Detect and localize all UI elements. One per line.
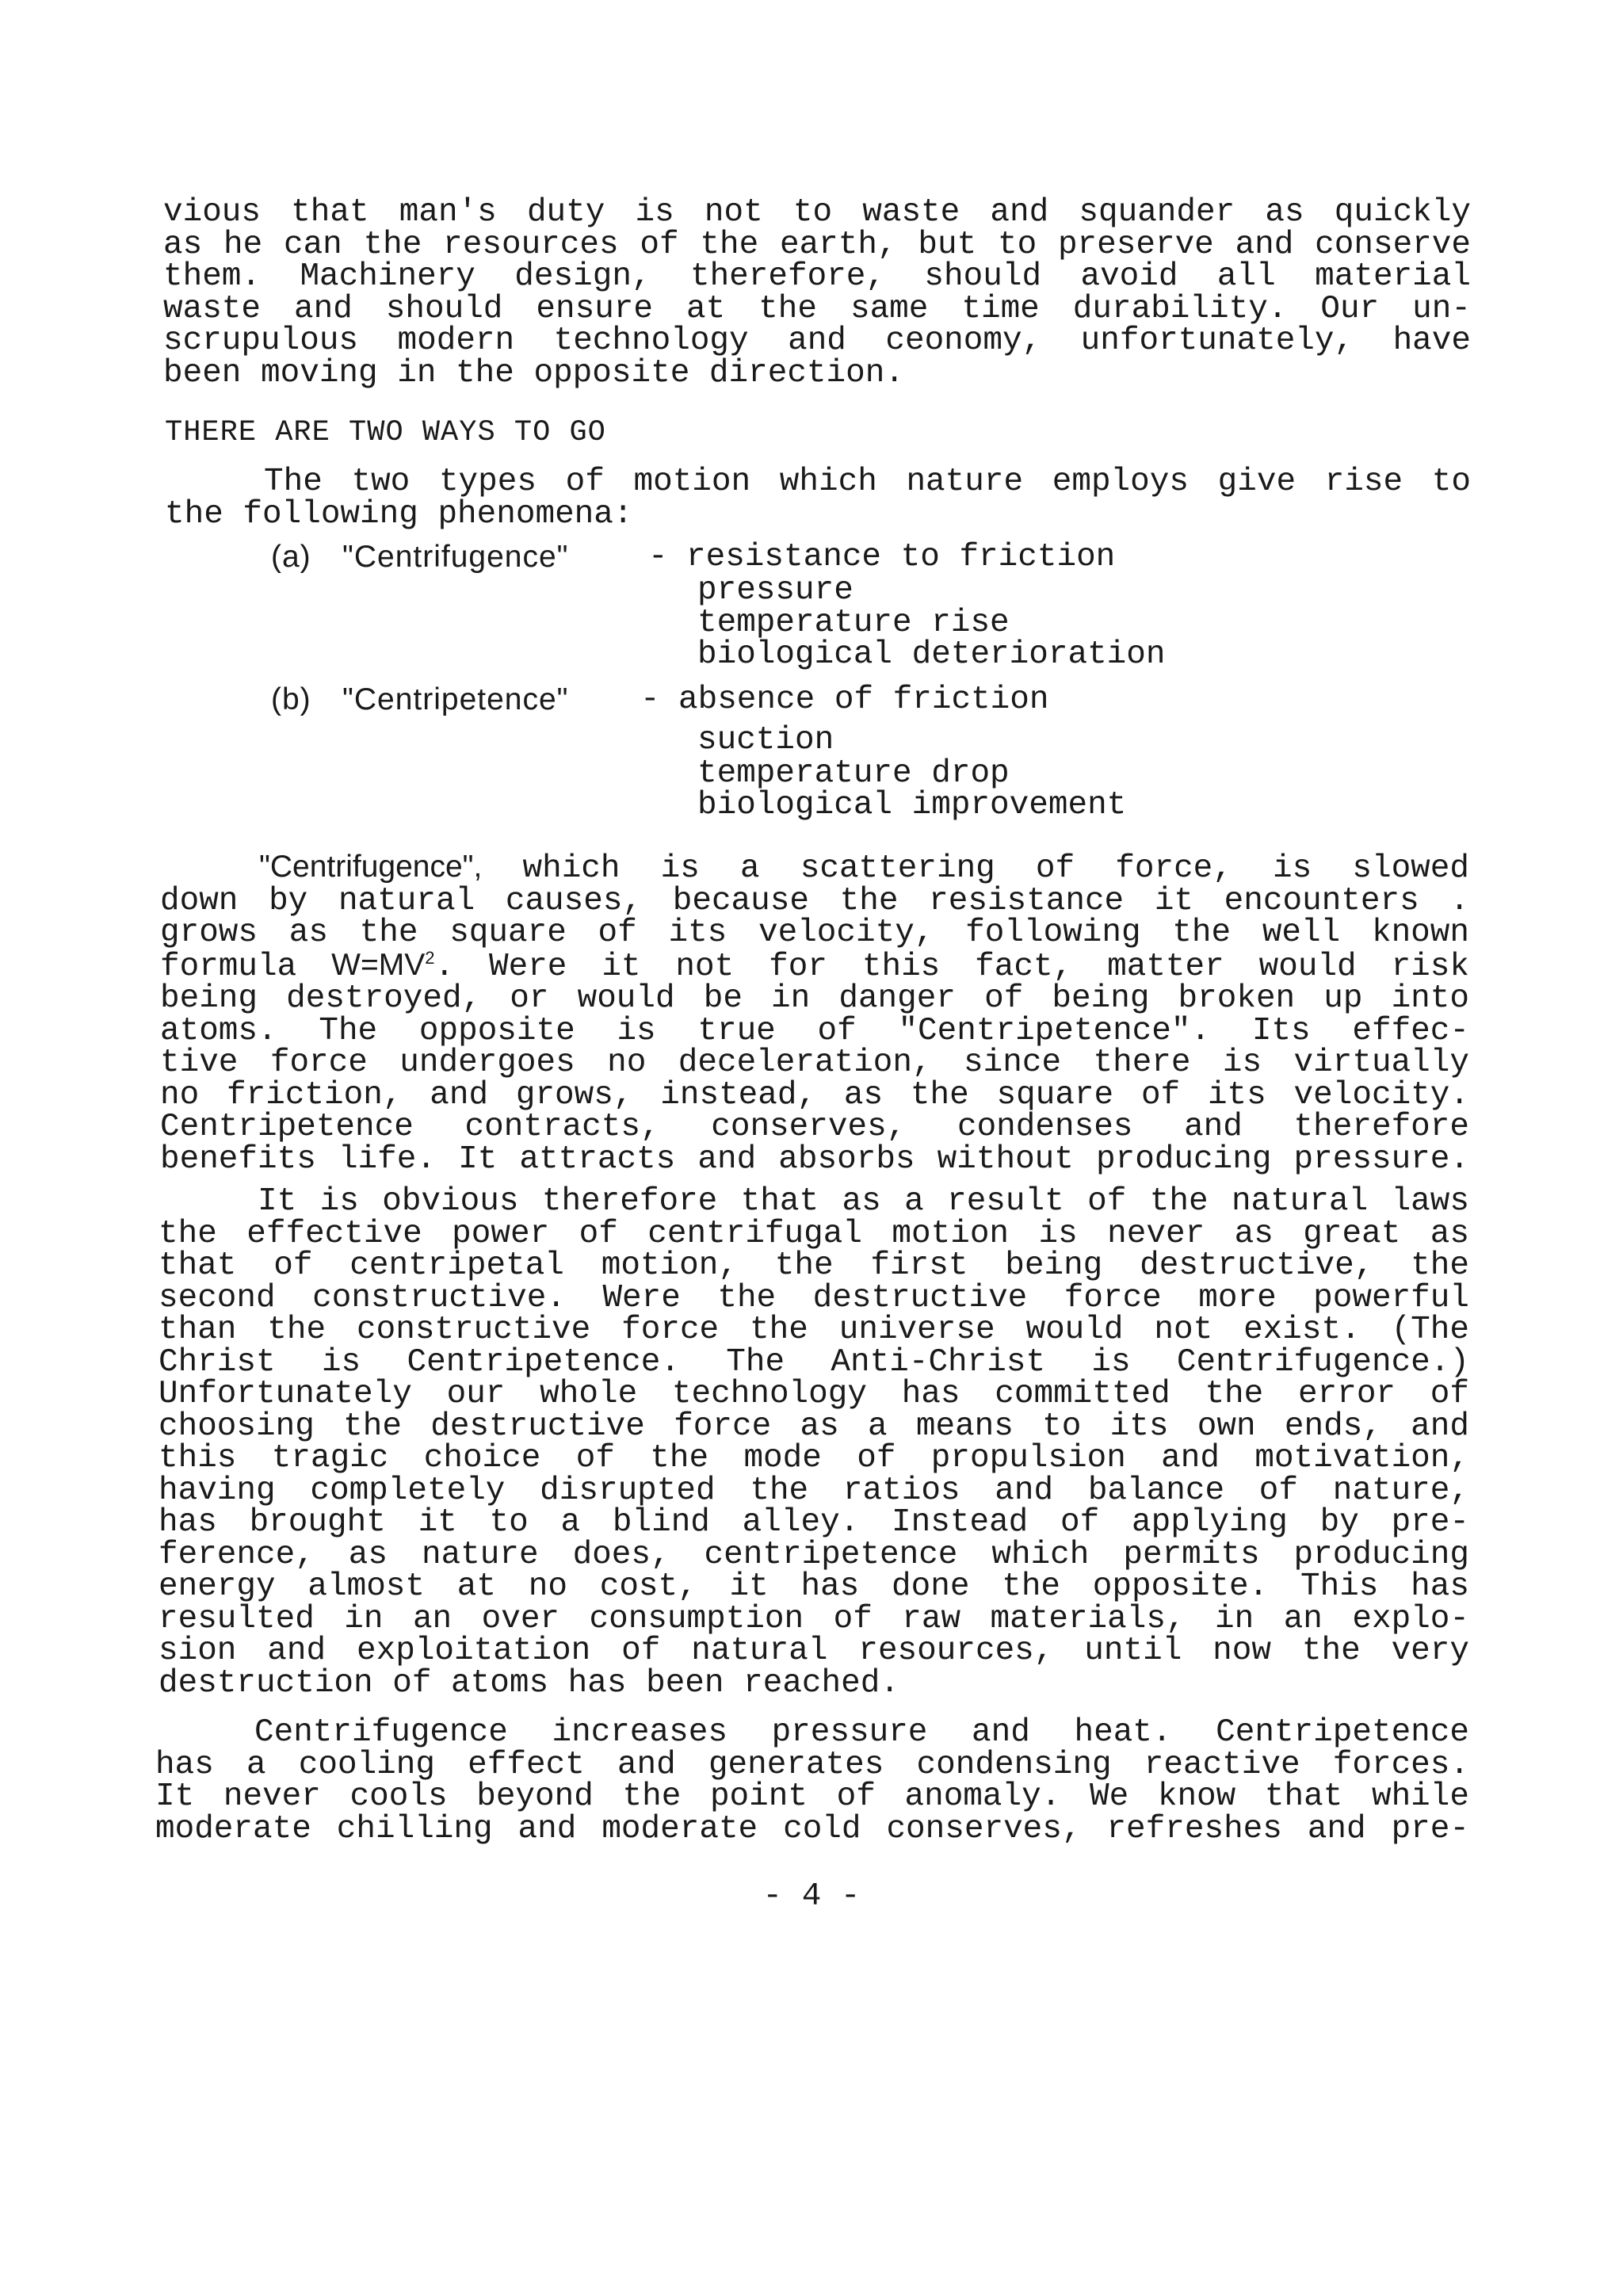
- list-b-item: absence of friction: [678, 682, 1049, 718]
- paragraph-1-line: scrupulous modern technology and ceonomy, unfortunately, have: [163, 323, 1471, 359]
- list-b-item: temperature drop: [697, 755, 1010, 792]
- paragraph-3-line: [160, 851, 1469, 885]
- paragraph-5-line: It never cools beyond the point of anomaly. We know that while: [155, 1778, 1469, 1815]
- paragraph-4-line: sion and exploitation of natural resources, until now the very: [158, 1633, 1469, 1669]
- formula: [331, 948, 434, 982]
- list-marker-b: (b): [271, 682, 311, 716]
- paragraph-1-line: vious that man's duty is not to waste and squander as quickly: [163, 194, 1471, 231]
- paragraph-4-line: that of centripetal motion, the first being destructive, the: [158, 1247, 1469, 1284]
- paragraph-2-line: The two types of motion which nature employs give rise to: [264, 464, 1471, 500]
- paragraph-3-line: benefits life. It attracts and absorbs without producing pressure.: [160, 1140, 1469, 1178]
- paragraph-4-line: second constructive. Were the destructive force more powerful: [158, 1279, 1469, 1316]
- paragraph-1: [163, 194, 1471, 392]
- paragraph-3-line: grows as the square of its velocity, following the well known: [160, 915, 1469, 951]
- paragraph-4-line: destruction of atoms has been reached.: [158, 1664, 899, 1702]
- paragraph-4-line: this tragic choice of the mode of propulsion and motivation,: [158, 1440, 1469, 1477]
- paragraph-1-line: waste and should ensure at the same time durability. Our un-: [163, 290, 1471, 327]
- paragraph-4-line: choosing the destructive force as a means to its own ends, and: [158, 1408, 1469, 1445]
- paragraph-2-line: the following phenomena:: [165, 495, 633, 533]
- term-centrifugence: "Centrifugence",: [259, 850, 483, 884]
- list-dash-b: -: [640, 682, 660, 718]
- section-heading: THERE ARE TWO WAYS TO GO: [165, 416, 606, 449]
- paragraph-4-line: ference, as nature does, centripetence which permits producing: [158, 1536, 1469, 1573]
- paragraph-4-line: having completely disrupted the ratios and balance of nature,: [158, 1472, 1469, 1509]
- paragraph-5: [155, 1714, 1469, 1847]
- paragraph-3-text: which is a scattering of force, is slowed: [522, 850, 1469, 887]
- paragraph-3-line: atoms. The opposite is true of "Centripetence". Its effec-: [160, 1012, 1469, 1049]
- paragraph-5-line: moderate chilling and moderate cold conserves, refreshes and pre-: [155, 1810, 1469, 1847]
- list-a-item: temperature rise: [697, 605, 1010, 641]
- paragraph-4-line: It is obvious therefore that as a result of the natural laws: [258, 1183, 1469, 1220]
- paragraph-4-line: than the constructive force the universe would not exist. (The: [158, 1312, 1469, 1348]
- paragraph-4-line: Christ is Centripetence. The Anti-Christ is Centrifugence.): [158, 1343, 1469, 1381]
- paragraph-5-line: Centrifugence increases pressure and heat. Centripetence: [254, 1714, 1469, 1751]
- paragraph-3-line: tive force undergoes no deceleration, since there is virtually: [160, 1045, 1469, 1081]
- paragraph-3: [160, 850, 1469, 1178]
- paragraph-2: [165, 464, 1471, 533]
- paragraph-3-line: down by natural causes, because the resistance it encounters .: [160, 882, 1469, 919]
- formula-exponent: 2: [425, 947, 435, 968]
- paragraph-5-line: has a cooling effect and generates condensing reactive forces.: [155, 1746, 1469, 1783]
- list-term-a: "Centrifugence": [342, 540, 569, 574]
- list-a-item: pressure: [697, 572, 854, 609]
- paragraph-3-line: no friction, and grows, instead, as the square of its velocity.: [160, 1076, 1469, 1114]
- list-b-item: suction: [697, 722, 834, 758]
- paragraph-1-line: as he can the resources of the earth, but to preserve and conserve: [163, 226, 1471, 263]
- list-a-item: resistance to friction: [686, 539, 1116, 575]
- paragraph-3-text: . Were it not for this fact, matter would risk: [434, 948, 1469, 985]
- paragraph-4-line: resulted in an over consumption of raw materials, in an explo-: [158, 1600, 1469, 1637]
- formula-text: W=MV: [331, 947, 426, 982]
- list-term-b: "Centripetence": [342, 682, 569, 716]
- paragraph-1-line: been moving in the opposite direction.: [163, 354, 904, 392]
- paragraph-4-line: energy almost at no cost, it has done the opposite. This has: [158, 1568, 1469, 1605]
- paragraph-3-line: Centripetence contracts, conserves, condenses and therefore: [160, 1109, 1469, 1145]
- list-dash-a: -: [648, 539, 668, 575]
- page-number: - 4 -: [762, 1878, 861, 1915]
- list-marker-a: (a): [271, 540, 311, 574]
- paragraph-3-line: being destroyed, or would be in danger of being broken up into: [160, 980, 1469, 1017]
- paragraph-4: [158, 1183, 1469, 1702]
- formula-prefix: formula: [160, 948, 297, 985]
- paragraph-4-line: Unfortunately our whole technology has committed the error of: [158, 1376, 1469, 1412]
- paragraph-1-line: them. Machinery design, therefore, should avoid all material: [163, 258, 1471, 295]
- paragraph-3-line: [160, 949, 1469, 984]
- paragraph-4-line: has brought it to a blind alley. Instead of applying by pre-: [158, 1504, 1469, 1541]
- list-b-item: biological improvement: [697, 787, 1127, 823]
- paragraph-4-line: the effective power of centrifugal motion is never as great as: [158, 1215, 1469, 1252]
- list-a-item: biological deterioration: [697, 636, 1166, 673]
